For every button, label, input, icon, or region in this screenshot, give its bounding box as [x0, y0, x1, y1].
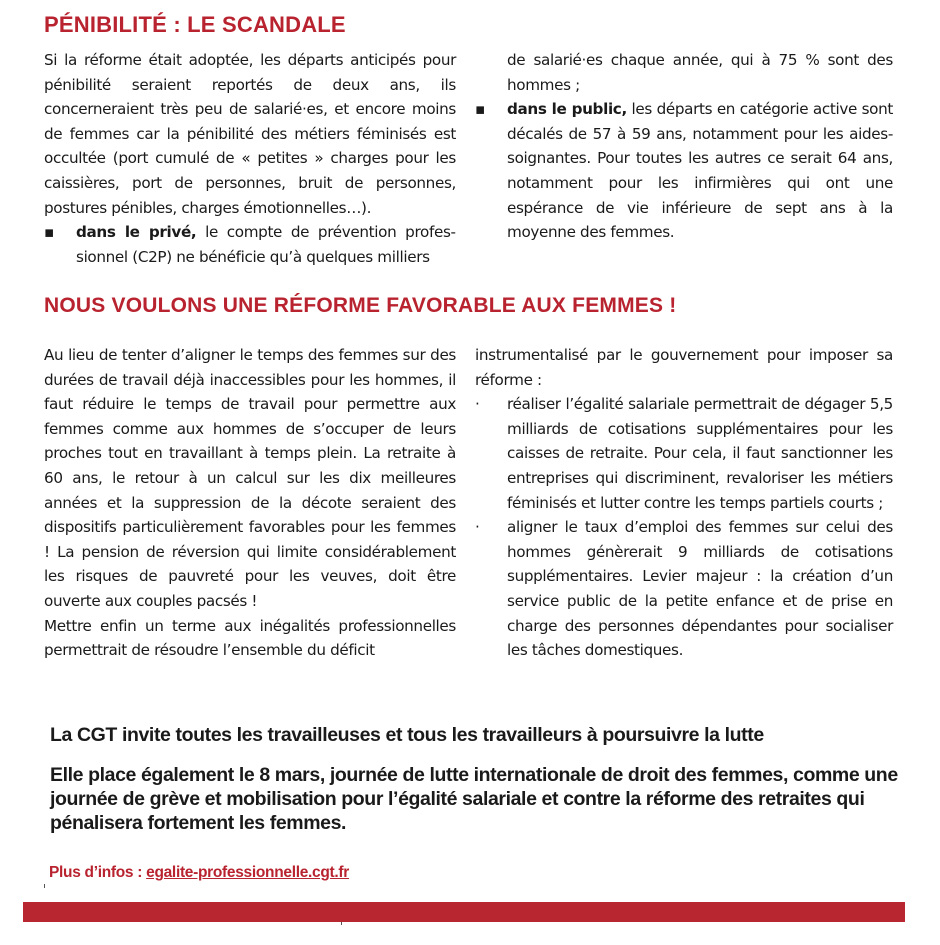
cta-line-1: La CGT invite toutes les travailleuses et tous les travailleurs à poursuivre la lutte	[50, 724, 764, 746]
reforme-paragraph-2-continuation: instrumentalisé par le gouvernement pour imposer sa réforme :	[475, 346, 893, 389]
reforme-right-column	[475, 343, 893, 663]
cta-line-2: Elle place également le 8 mars, journée de lutte internationale de droit des femmes, comme une journée de grève et mobilisation pour l’égalité salariale et contre la réforme des retraites qui pénalisera fortement les femmes.	[50, 764, 898, 834]
bullet-prive-continuation: de salarié·es chaque année, qui à 75 % sont des hommes ;	[507, 51, 893, 94]
square-bullet-icon: ▪	[44, 223, 54, 242]
bullet-public-text: les départs en catégorie active sont décalés de 57 à 59 ans, notamment pour les aides-soignantes. Pour toutes les autres ce serait 64 ans, notamment pour les infirmières qui ont une espérance de vie inférieure de sept ans à la moyenne des femmes.	[507, 100, 893, 242]
more-info-link[interactable]: egalite-professionnelle.cgt.fr	[146, 864, 350, 881]
bullet-egalite-salariale-text: réaliser l’égalité salariale permettrait de dégager 5,5 milliards de cotisations supplémentaires pour les caisses de retraite. Pour cela, il faut sanctionner les entreprises qui discriminent, revaloriser les métiers féminisés et lutter contre les temps partiels courts ;	[507, 395, 893, 512]
square-bullet-icon: ▪	[475, 100, 485, 119]
dot-bullet-icon: ·	[475, 395, 480, 414]
dot-bullet-icon: ·	[475, 518, 480, 537]
more-info	[49, 864, 349, 882]
bullet-prive-bold: dans le privé,	[76, 223, 197, 242]
crop-mark	[341, 922, 342, 925]
penibilite-right-column	[475, 48, 893, 245]
footer-red-bar	[23, 902, 905, 922]
bullet-prive-text: le compte de prévention professionnel (C2P) ne bénéficie qu’à quelques milliers	[76, 223, 456, 266]
bullet-public-bold: dans le public,	[507, 100, 627, 119]
reforme-paragraph-2: Mettre enfin un terme aux inégalités professionnelles permettrait de résoudre l’ensemble du déficit	[44, 616, 456, 660]
more-info-label: Plus d’infos :	[49, 864, 147, 881]
bullet-public	[475, 97, 893, 245]
penibilite-left-column	[44, 48, 456, 269]
bullet-egalite-salariale	[475, 392, 893, 515]
bullet-prive	[44, 220, 456, 269]
section-title-penibilite: PÉNIBILITÉ : LE SCANDALE	[44, 12, 346, 37]
penibilite-intro: Si la réforme était adoptée, les départs anticipés pour pénibilité seraient reportés de deux ans, ils concerneraient très peu de salarié·es, et encore moins de femmes car la pénibilité des métiers féminisés est occultée (port cumulé de « petites » charges pour les caissières, port de personnes, bruit de personnes, postures pénibles, charges émotionnelles…).	[44, 51, 456, 217]
reforme-left-column	[44, 343, 456, 663]
bullet-taux-emploi	[475, 515, 893, 663]
crop-mark	[44, 884, 45, 888]
reforme-paragraph-1: Au lieu de tenter d’aligner le temps des femmes sur des durées de travail déjà inaccessibles pour les hommes, il faut réduire le temps de travail pour permettre aux femmes comme aux hommes de s’occuper de leurs proches tout en travaillant à temps plein. La retraite à 60 ans, le retour à un calcul sur les dix meilleures années et la suppression de la décote seraient des dispositifs particulièrement favorables pour les femmes ! La pension de réversion qui limite considérablement les risques de pauvreté pour les veuves, doit être ouverte aux couples pacsés !	[44, 346, 456, 610]
section-title-reforme-favorable: NOUS VOULONS UNE RÉFORME FAVORABLE AUX FEMMES !	[44, 294, 677, 317]
bullet-taux-emploi-text: aligner le taux d’emploi des femmes sur celui des hommes génèrerait 9 milliards de cotisations supplémentaires. Levier majeur : la création d’un service public de la petite enfance et de prise en charge des personnes dépendantes pour socialiser les tâches domestiques.	[507, 518, 893, 660]
